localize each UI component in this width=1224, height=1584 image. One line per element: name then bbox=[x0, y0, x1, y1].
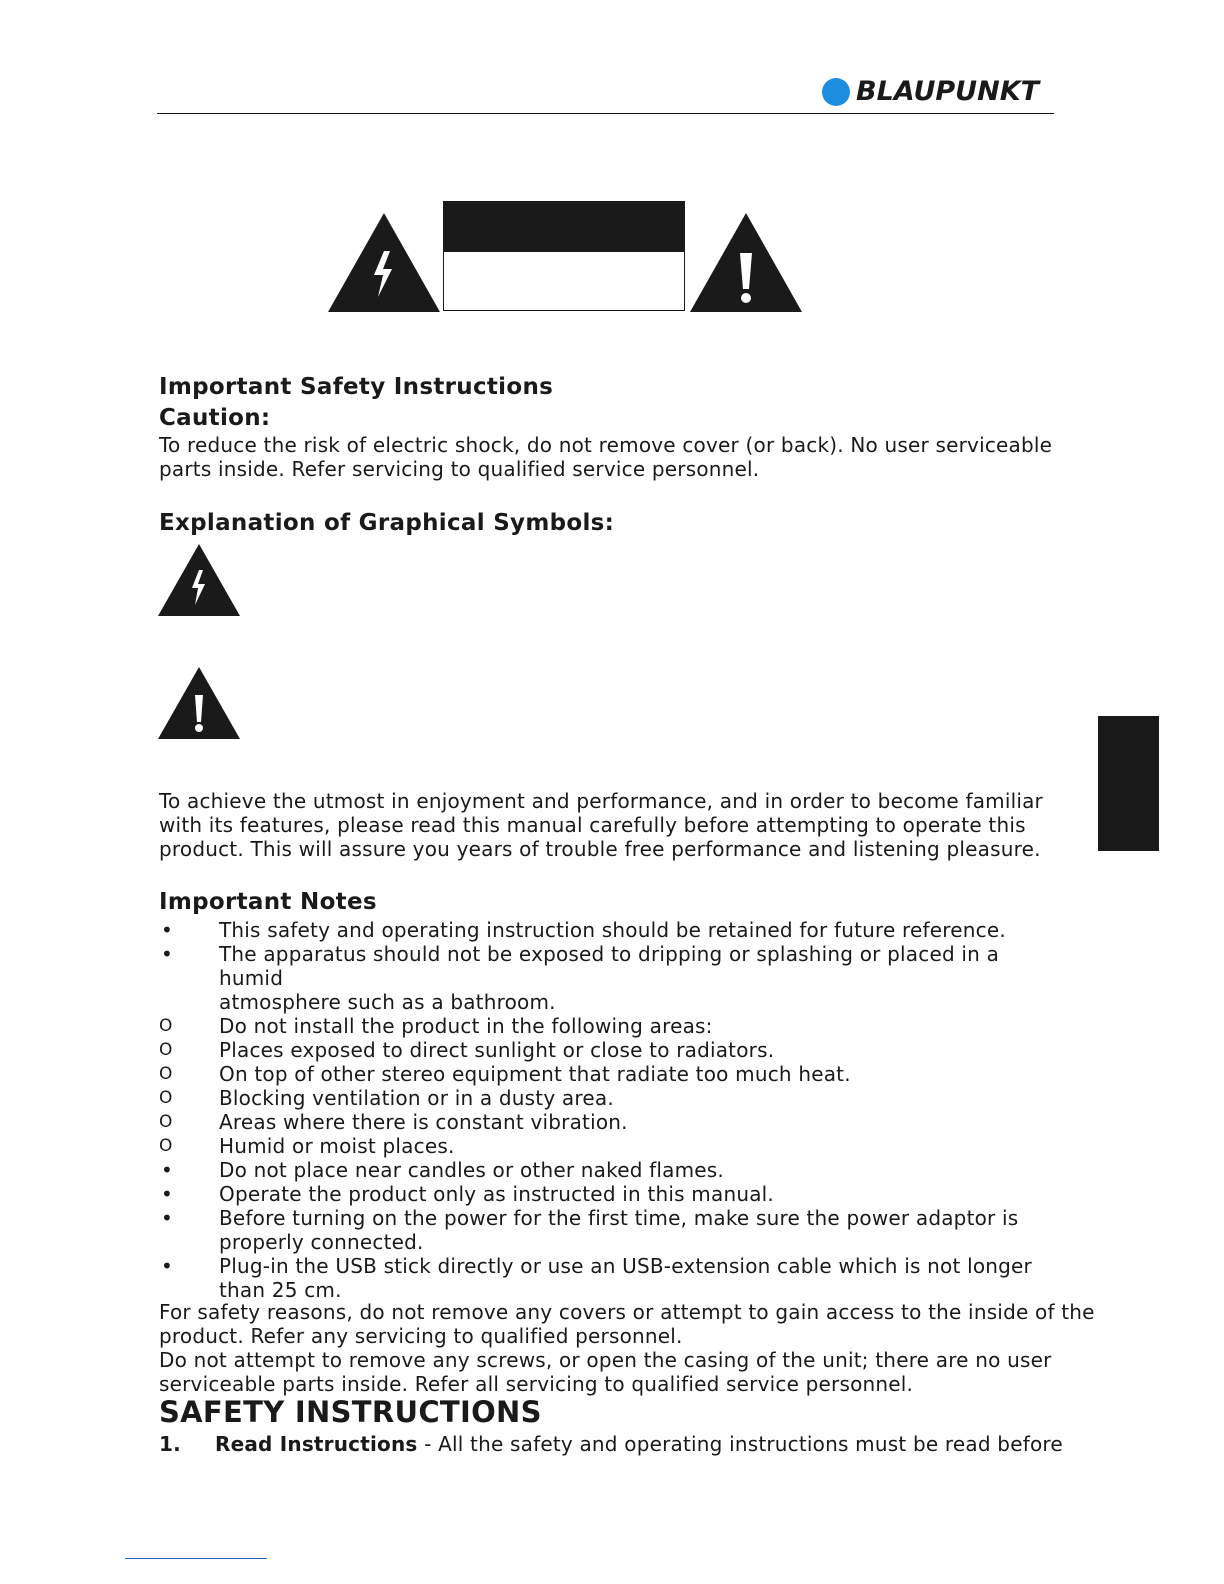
circle-mark: O bbox=[159, 1136, 173, 1156]
note-text: On top of other stereo equipment that radiate too much heat. bbox=[219, 1062, 851, 1086]
note-text: Do not install the product in the following areas: bbox=[219, 1014, 713, 1038]
note-item bbox=[159, 1134, 1059, 1158]
safety-line-4: serviceable parts inside. Refer all servicing to qualified service personnel. bbox=[159, 1372, 914, 1396]
instruction-step-1 bbox=[159, 1432, 1063, 1456]
note-item bbox=[159, 1086, 1059, 1110]
caution-line-2: parts inside. Refer servicing to qualified service personnel. bbox=[159, 457, 760, 481]
brand-logo bbox=[822, 76, 1039, 107]
note-text: The apparatus should not be exposed to dripping or splashing or placed in a humid atmosphere such as a bathroom. bbox=[219, 942, 1000, 1014]
brand-name: BLAUPUNKT bbox=[856, 76, 1040, 107]
caution-heading: Caution: bbox=[159, 405, 271, 431]
exclamation-warning-icon bbox=[690, 213, 802, 313]
note-text: Plug-in the USB stick directly or use an USB-extension cable which is not longer than 25 cm. bbox=[219, 1254, 1032, 1302]
note-item bbox=[159, 1254, 1059, 1302]
note-item bbox=[159, 1158, 1059, 1182]
safety-line-3: Do not attempt to remove any screws, or open the casing of the unit; there are no user bbox=[159, 1348, 1052, 1372]
safety-instructions-heading: SAFETY INSTRUCTIONS bbox=[159, 1395, 542, 1429]
note-text: Humid or moist places. bbox=[219, 1134, 455, 1158]
footer-link-underline bbox=[125, 1558, 267, 1559]
caution-label-box bbox=[443, 201, 685, 311]
safety-line-2: product. Refer any servicing to qualified personnel. bbox=[159, 1324, 683, 1348]
circle-mark: O bbox=[159, 1064, 173, 1084]
note-item bbox=[159, 1062, 1059, 1086]
bullet-mark: • bbox=[161, 1182, 173, 1206]
note-text: This safety and operating instruction should be retained for future reference. bbox=[219, 918, 1006, 942]
bullet-mark: • bbox=[161, 1206, 173, 1230]
graphical-symbols-heading: Explanation of Graphical Symbols: bbox=[159, 510, 615, 536]
bullet-mark: • bbox=[161, 918, 173, 942]
step-label: Read Instructions bbox=[215, 1432, 418, 1456]
logo-dot-icon bbox=[822, 78, 850, 106]
section-side-tab bbox=[1098, 716, 1159, 851]
circle-mark: O bbox=[159, 1112, 173, 1132]
important-notes-list bbox=[159, 918, 1059, 1302]
important-notes-heading: Important Notes bbox=[159, 889, 377, 915]
note-text: Areas where there is constant vibration. bbox=[219, 1110, 628, 1134]
note-item bbox=[159, 1182, 1059, 1206]
intro-line-3: product. This will assure you years of trouble free performance and listening pleasure. bbox=[159, 837, 1041, 861]
note-text: Operate the product only as instructed in this manual. bbox=[219, 1182, 774, 1206]
intro-line-1: To achieve the utmost in enjoyment and performance, and in order to become familiar bbox=[159, 789, 1043, 813]
bullet-mark: • bbox=[161, 942, 173, 966]
note-item bbox=[159, 918, 1059, 942]
note-text: Places exposed to direct sunlight or close to radiators. bbox=[219, 1038, 775, 1062]
note-item bbox=[159, 1206, 1059, 1254]
note-item bbox=[159, 942, 1059, 1014]
header-rule bbox=[157, 113, 1054, 114]
step-text: - All the safety and operating instructions must be read before bbox=[417, 1432, 1063, 1456]
caution-line-1: To reduce the risk of electric shock, do not remove cover (or back). No user serviceable bbox=[159, 433, 1053, 457]
circle-mark: O bbox=[159, 1040, 173, 1060]
intro-line-2: with its features, please read this manual carefully before attempting to operate this bbox=[159, 813, 1026, 837]
circle-mark: O bbox=[159, 1088, 173, 1108]
bullet-mark: • bbox=[161, 1254, 173, 1278]
step-number: 1. bbox=[159, 1432, 181, 1456]
circle-mark: O bbox=[159, 1016, 173, 1036]
note-text: Before turning on the power for the first time, make sure the power adaptor is properly connected. bbox=[219, 1206, 1019, 1254]
note-item bbox=[159, 1038, 1059, 1062]
caution-label-header bbox=[444, 202, 684, 252]
bullet-mark: • bbox=[161, 1158, 173, 1182]
note-item bbox=[159, 1014, 1059, 1038]
important-safety-heading: Important Safety Instructions bbox=[159, 374, 554, 400]
lightning-warning-icon bbox=[328, 213, 440, 313]
note-item bbox=[159, 1110, 1059, 1134]
note-text: Do not place near candles or other naked flames. bbox=[219, 1158, 724, 1182]
safety-line-1: For safety reasons, do not remove any covers or attempt to gain access to the inside of the bbox=[159, 1300, 1095, 1324]
lightning-symbol-icon bbox=[158, 544, 240, 617]
note-text: Blocking ventilation or in a dusty area. bbox=[219, 1086, 614, 1110]
exclamation-symbol-icon bbox=[158, 667, 240, 740]
